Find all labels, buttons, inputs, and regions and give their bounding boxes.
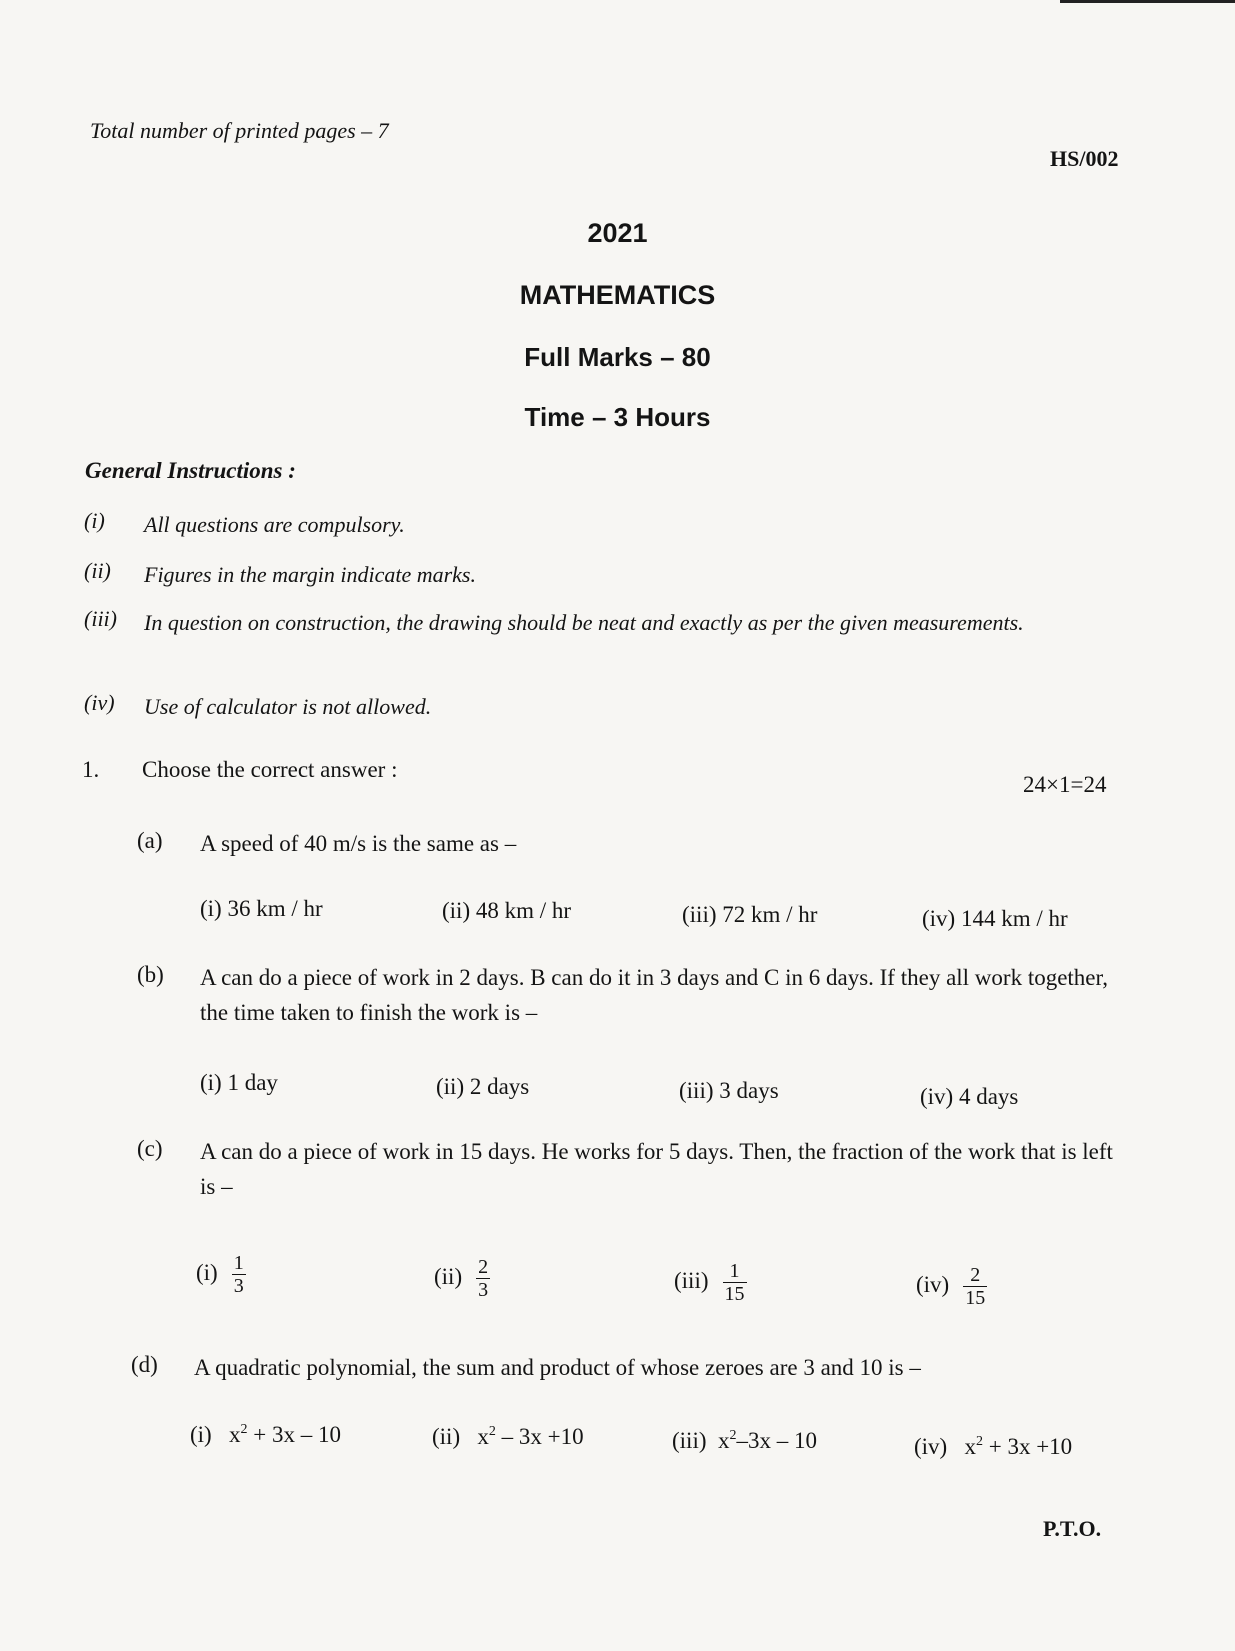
option: (ii) 48 km / hr bbox=[442, 898, 572, 923]
option: (iii) 72 km / hr bbox=[682, 902, 818, 927]
part-label: (b) bbox=[137, 962, 164, 987]
option: (iv) 4 days bbox=[920, 1084, 1019, 1109]
printed-pages-note: Total number of printed pages – 7 bbox=[90, 118, 389, 143]
part-label: (c) bbox=[137, 1136, 163, 1161]
option-label: (iv) bbox=[914, 1434, 948, 1459]
fraction-denominator: 15 bbox=[724, 1283, 745, 1305]
paper-code: HS/002 bbox=[1050, 146, 1119, 171]
instruction-num: (ii) bbox=[84, 558, 111, 583]
subject-title: MATHEMATICS bbox=[519, 280, 716, 310]
instruction-text: All questions are compulsory. bbox=[144, 512, 405, 537]
option: (ii) 2 days bbox=[436, 1074, 530, 1099]
poly-rest: + 3x +10 bbox=[988, 1434, 1073, 1459]
exam-year: 2021 bbox=[587, 218, 648, 248]
page-edge-line bbox=[1060, 0, 1235, 3]
instruction-num: (iii) bbox=[84, 606, 117, 631]
option bbox=[190, 1422, 341, 1448]
time-allowed: Time – 3 Hours bbox=[524, 402, 711, 432]
fraction-denominator: 3 bbox=[233, 1275, 244, 1297]
question-text: Choose the correct answer : bbox=[142, 757, 398, 782]
poly-exponent: 2 bbox=[975, 1434, 983, 1449]
part-text: A quadratic polynomial, the sum and product of whose zeroes are 3 and 10 is – bbox=[194, 1355, 921, 1380]
poly-rest: + 3x – 10 bbox=[253, 1422, 341, 1447]
option: (iii) 3 days bbox=[679, 1078, 779, 1103]
poly-rest: – 3x +10 bbox=[501, 1424, 584, 1449]
poly-rest: –3x – 10 bbox=[736, 1428, 817, 1453]
option: (iv) 144 km / hr bbox=[922, 906, 1068, 931]
fraction bbox=[476, 1256, 490, 1301]
option-label: (i) bbox=[196, 1259, 218, 1285]
instruction-num: (iv) bbox=[84, 690, 115, 715]
part-text: A speed of 40 m/s is the same as – bbox=[200, 831, 517, 856]
poly-var: x bbox=[477, 1424, 489, 1449]
instruction-text: Use of calculator is not allowed. bbox=[144, 694, 432, 719]
option bbox=[432, 1424, 584, 1450]
fraction bbox=[963, 1264, 987, 1309]
option bbox=[434, 1256, 490, 1301]
instruction-num: (i) bbox=[84, 508, 105, 533]
option bbox=[672, 1428, 817, 1454]
option bbox=[674, 1260, 747, 1305]
fraction bbox=[232, 1252, 246, 1297]
poly-var: x bbox=[228, 1422, 241, 1447]
option-label: (ii) bbox=[432, 1424, 461, 1449]
instruction-text: Figures in the margin indicate marks. bbox=[144, 562, 476, 587]
poly-exponent: 2 bbox=[729, 1428, 737, 1443]
poly-var: x bbox=[964, 1434, 976, 1459]
fraction-numerator: 2 bbox=[478, 1256, 489, 1278]
instructions-heading: General Instructions : bbox=[85, 458, 296, 483]
option bbox=[196, 1252, 246, 1297]
fraction-denominator: 15 bbox=[965, 1287, 986, 1309]
option: (i) 36 km / hr bbox=[200, 896, 323, 921]
poly-exponent: 2 bbox=[488, 1424, 496, 1439]
poly-var: x bbox=[718, 1428, 730, 1453]
option-label: (iv) bbox=[916, 1271, 950, 1297]
option-label: (iii) bbox=[672, 1428, 707, 1453]
please-turn-over: P.T.O. bbox=[1043, 1516, 1102, 1541]
option bbox=[914, 1434, 1072, 1460]
option-label: (i) bbox=[190, 1422, 212, 1447]
fraction-numerator: 1 bbox=[723, 1260, 747, 1283]
full-marks: Full Marks – 80 bbox=[524, 342, 711, 372]
option-label: (ii) bbox=[434, 1263, 463, 1289]
question-marks: 24×1=24 bbox=[1023, 772, 1107, 797]
fraction-numerator: 1 bbox=[233, 1252, 244, 1274]
fraction-numerator: 2 bbox=[963, 1264, 987, 1287]
option-label: (iii) bbox=[674, 1267, 709, 1293]
fraction bbox=[723, 1260, 747, 1305]
part-label: (a) bbox=[137, 828, 163, 853]
question-number: 1. bbox=[82, 757, 100, 782]
part-text: A can do a piece of work in 2 days. B can do it in 3 days and C in 6 days. If they all work together, the time taken to finish the work is – bbox=[200, 965, 1109, 1025]
poly-exponent: 2 bbox=[240, 1422, 248, 1437]
fraction-denominator: 3 bbox=[478, 1279, 489, 1301]
option bbox=[916, 1264, 987, 1309]
option: (i) 1 day bbox=[200, 1070, 278, 1095]
part-label: (d) bbox=[131, 1352, 158, 1377]
part-text: A can do a piece of work in 15 days. He works for 5 days. Then, the fraction of the work that is left is – bbox=[200, 1139, 1113, 1199]
instruction-text: In question on construction, the drawing should be neat and exactly as per the given measurements. bbox=[144, 610, 1024, 635]
